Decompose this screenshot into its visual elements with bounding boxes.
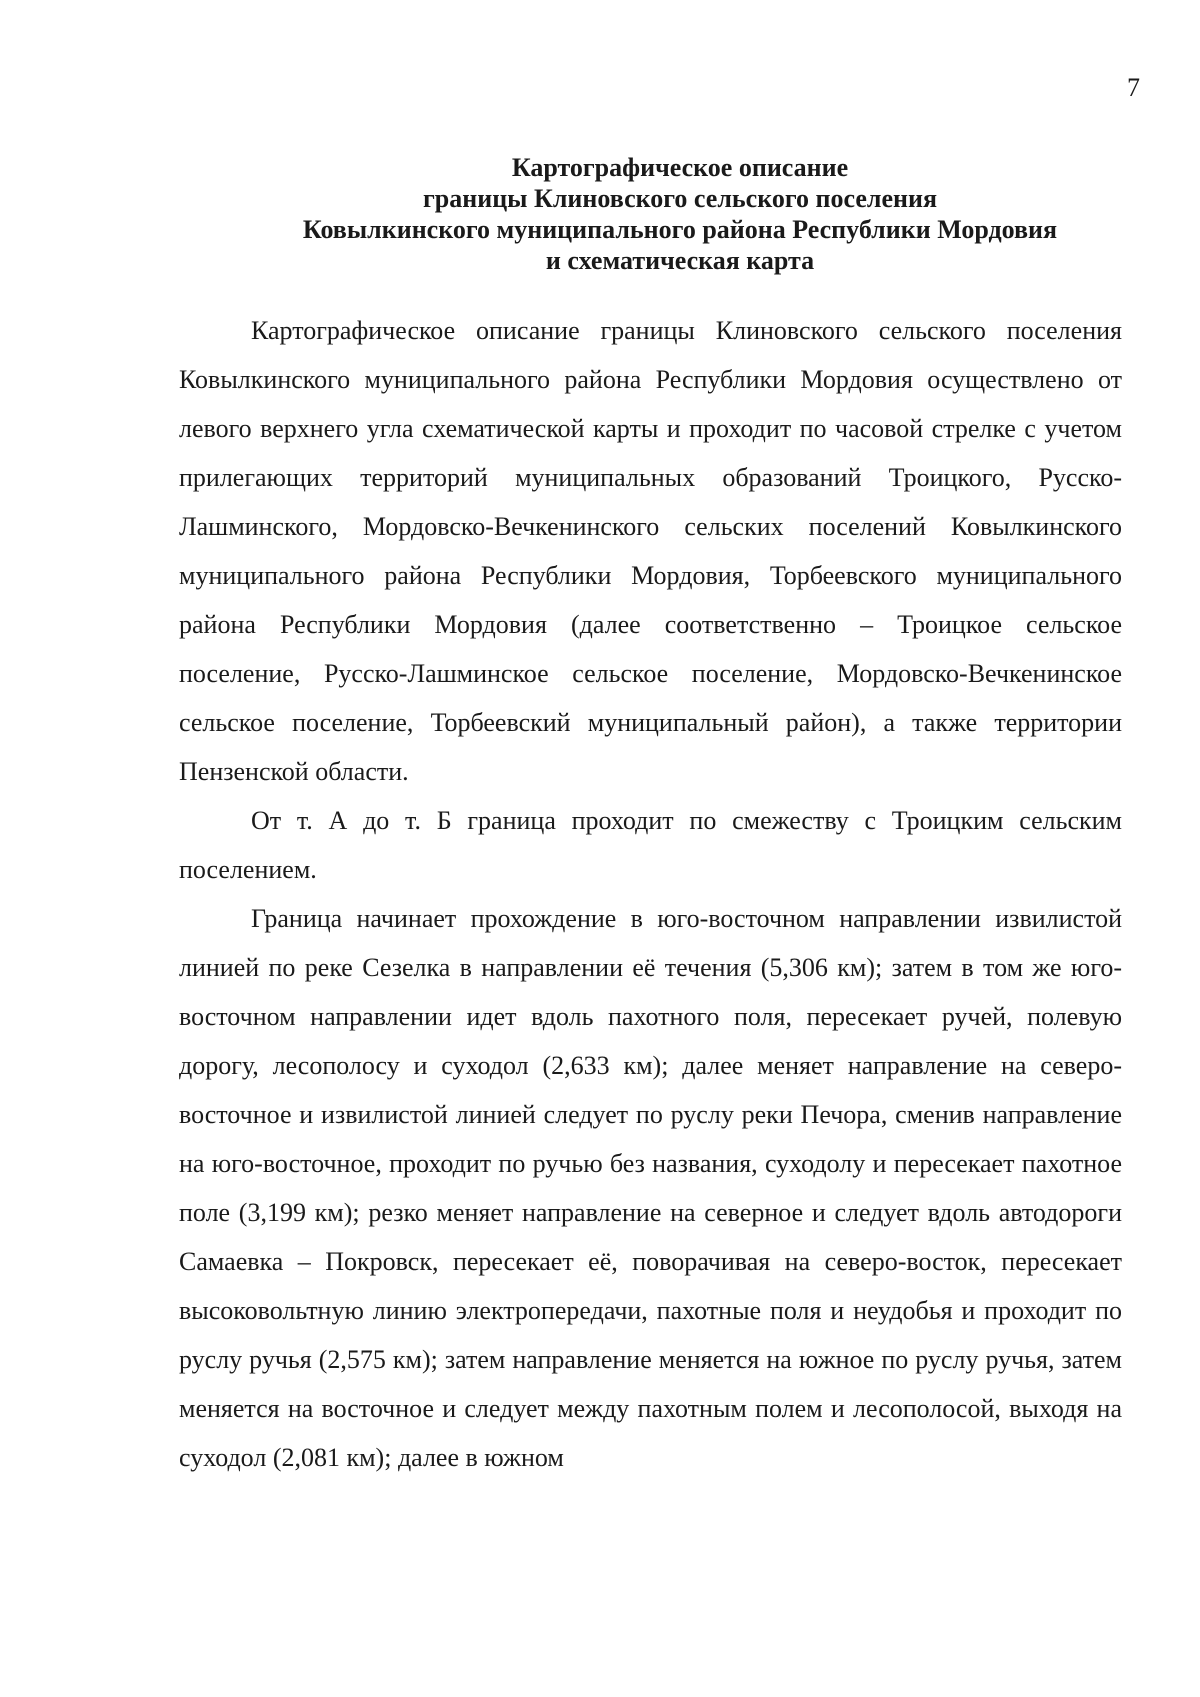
title-line: Картографическое описание xyxy=(511,153,849,182)
document-body xyxy=(179,306,1122,1482)
body-paragraph-boundary-route: Граница начинает прохождение в юго-восточном направлении извилистой линией по реке Сезелка в направлении её течения (5,306 км); затем в том же юго-восточном направлении идет вдоль пахотного поля, пересекает ручей, полевую дорогу, лесополосу и суходол (2,633 км); далее меняет направление на северо-восточное и извилистой линией следует по руслу реки Печора, сменив направление на юго-восточное, проходит по ручью без названия, суходолу и пересекает пахотное поле (3,199 км); резко меняет направление на северное и следует вдоль автодороги Самаевка – Покровск, пересекает её, поворачивая на северо-восток, пересекает высоковольтную линию электропередачи, пахотные поля и неудобья и проходит по руслу ручья (2,575 км); затем направление меняется на южное по руслу ручья, затем меняется на восточное и следует между пахотным полем и лесополосой, выходя на суходол (2,081 км); далее в южном xyxy=(179,904,1122,1472)
body-paragraph-segment-a-b: От т. А до т. Б граница проходит по смежеству с Троицким сельским поселением. xyxy=(179,806,1122,884)
page-number: 7 xyxy=(1127,73,1140,102)
document-title xyxy=(180,152,1180,276)
body-paragraph-intro: Картографическое описание границы Клиновского сельского поселения Ковылкинского муниципального района Республики Мордовия осуществлено от левого верхнего угла схематической карты и проходит по часовой стрелке с учетом прилегающих территорий муниципальных образований Троицкого, Русско-Лашминского, Мордовско-Вечкенинского сельских поселений Ковылкинского муниципального района Республики Мордовия, Торбеевского муниципального района Республики Мордовия (далее соответственно – Троицкое сельское поселение, Русско-Лашминское сельское поселение, Мордовско-Вечкенинское сельское поселение, Торбеевский муниципальный район), а также территории Пензенской области. xyxy=(179,316,1122,786)
title-line: и схематическая карта xyxy=(545,246,815,275)
title-line: Ковылкинского муниципального района Республики Мордовия xyxy=(302,215,1058,244)
title-line: границы Клиновского сельского поселения xyxy=(422,184,938,213)
